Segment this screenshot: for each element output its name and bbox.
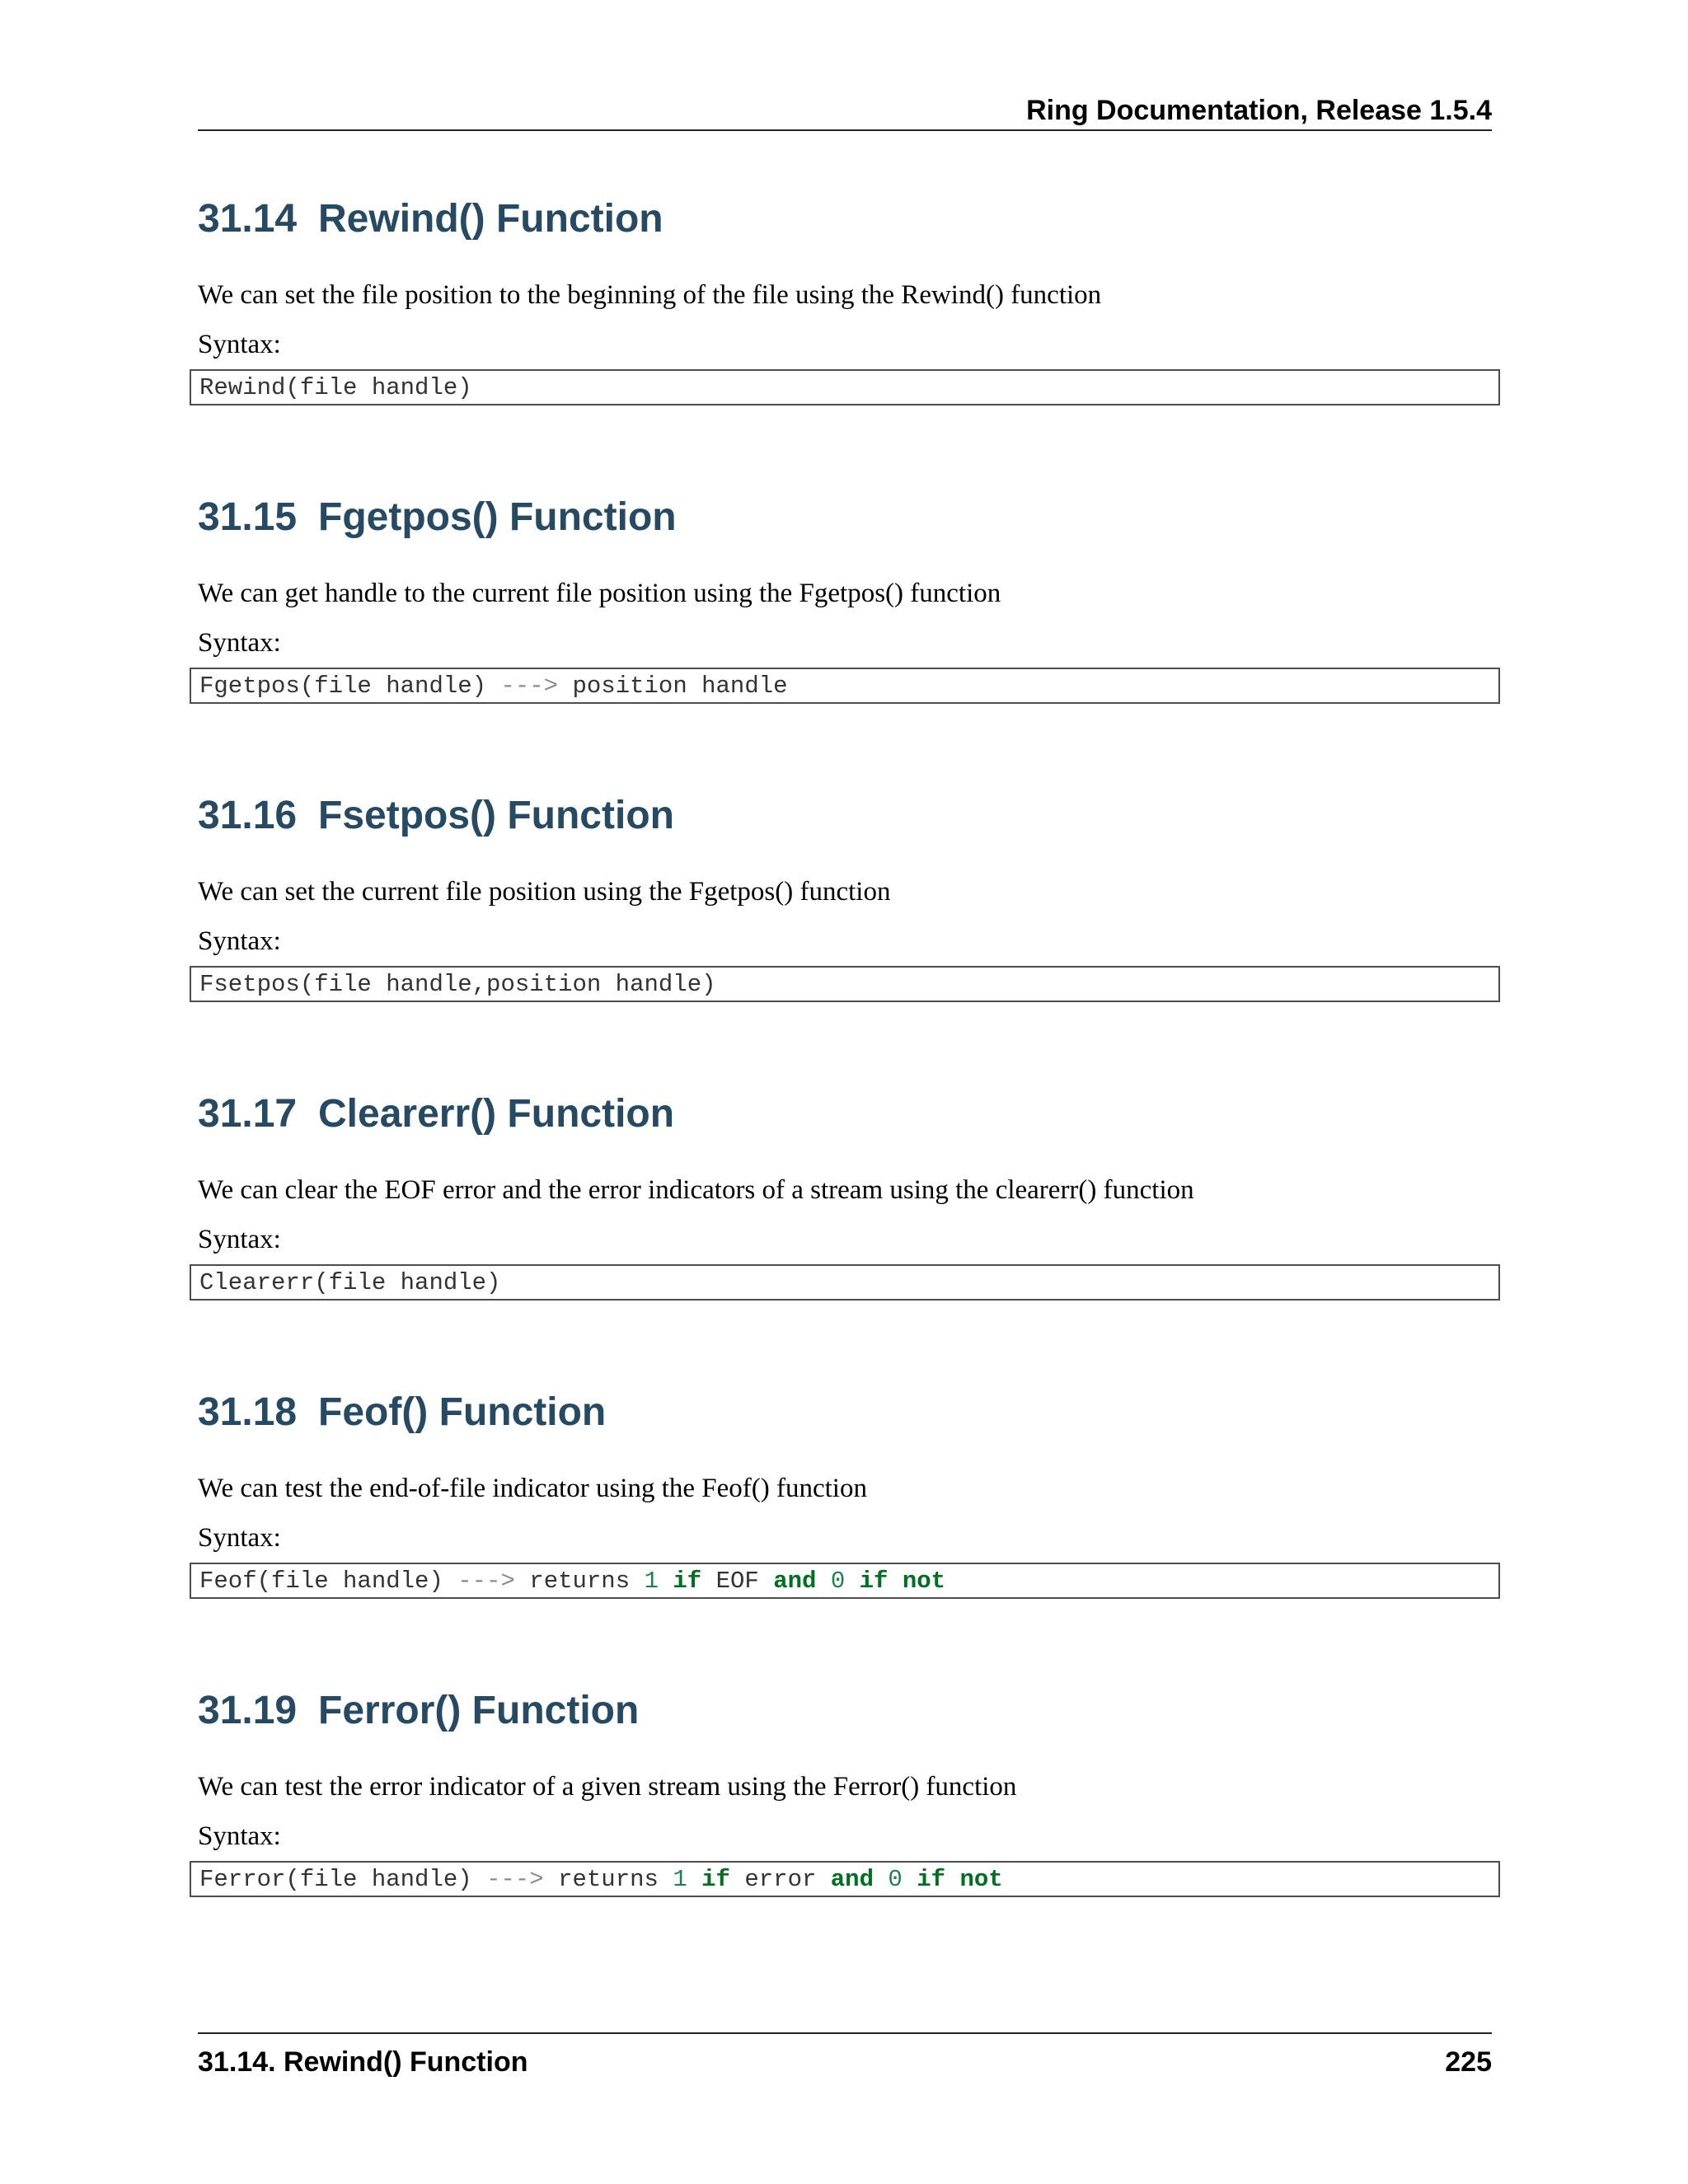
code-keyword: not [959,1866,1003,1893]
footer-section-title: 31.14. Rewind() Function [198,2046,528,2078]
code-arrow: ---> [500,673,559,700]
code-keyword: and [830,1866,874,1893]
section-number: 31.15 [198,495,298,539]
section-title: Clearerr() Function [318,1092,675,1136]
code-text: Clearerr(file handle) [199,1269,501,1296]
syntax-label: Syntax: [198,330,281,359]
section-description: We can set the file position to the beginning of the file using the Rewind() function [198,280,1102,310]
code-block [190,369,1500,405]
section-heading [198,1686,639,1736]
code-condition: error [744,1866,817,1893]
section-heading [198,194,663,244]
code-line [199,374,472,402]
code-returns: returns [514,1568,645,1595]
code-block [190,668,1500,704]
section-number: 31.16 [198,794,298,837]
code-block [190,1264,1500,1301]
syntax-label: Syntax: [198,628,281,658]
code-line [199,673,788,701]
header-rule [198,129,1492,131]
section-description: We can clear the EOF error and the error indicators of a stream using the clearerr() function [198,1175,1194,1205]
code-call: Ferror(file handle) [199,1866,487,1893]
section-title: Feof() Function [318,1390,607,1434]
footer-rule [198,2032,1492,2034]
section-heading [198,493,677,542]
code-text: Rewind(file handle) [199,374,472,401]
section-title: Fgetpos() Function [318,495,677,539]
section-number: 31.17 [198,1092,298,1136]
section-description: We can set the current file position using the Fgetpos() function [198,877,891,907]
code-block [190,1563,1500,1599]
code-rest: position handle [558,673,788,700]
code-number: 1 [644,1568,659,1595]
section-title: Rewind() Function [318,197,663,241]
code-number: 0 [830,1568,846,1595]
section-number: 31.18 [198,1390,298,1434]
section-title: Ferror() Function [318,1689,640,1732]
code-call: Feof(file handle) [199,1568,458,1595]
section-description: We can test the error indicator of a given stream using the Ferror() function [198,1772,1017,1802]
code-keyword: and [773,1568,817,1595]
section-number: 31.19 [198,1689,298,1732]
section-heading [198,1388,606,1437]
code-text: Fsetpos(file handle,position handle) [199,971,716,998]
code-arrow: ---> [486,1866,544,1893]
syntax-label: Syntax: [198,1821,281,1851]
code-arrow: ---> [457,1568,515,1595]
section-title: Fsetpos() Function [318,794,674,837]
code-line [199,1568,945,1596]
code-condition: EOF [715,1568,759,1595]
code-keyword: if [917,1866,946,1893]
code-line [199,1866,1003,1894]
section-number: 31.14 [198,197,298,241]
code-keyword: not [902,1568,946,1595]
code-number: 0 [888,1866,903,1893]
section-description: We can get handle to the current file position using the Fgetpos() function [198,579,1001,608]
code-block [190,1861,1500,1897]
code-line [199,971,716,999]
section-heading [198,791,674,841]
code-keyword: if [701,1866,730,1893]
code-keyword: if [673,1568,702,1595]
code-number: 1 [673,1866,687,1893]
code-block [190,966,1500,1002]
running-header: Ring Documentation, Release 1.5.4 [1026,95,1492,126]
code-returns: returns [543,1866,673,1893]
section-heading [198,1090,674,1139]
section-description: We can test the end-of-file indicator using the Feof() function [198,1474,867,1503]
syntax-label: Syntax: [198,926,281,956]
code-keyword: if [859,1568,889,1595]
code-line [199,1269,500,1297]
syntax-label: Syntax: [198,1225,281,1254]
page-number: 225 [1445,2046,1492,2078]
code-call: Fgetpos(file handle) [199,673,501,700]
syntax-label: Syntax: [198,1523,281,1553]
